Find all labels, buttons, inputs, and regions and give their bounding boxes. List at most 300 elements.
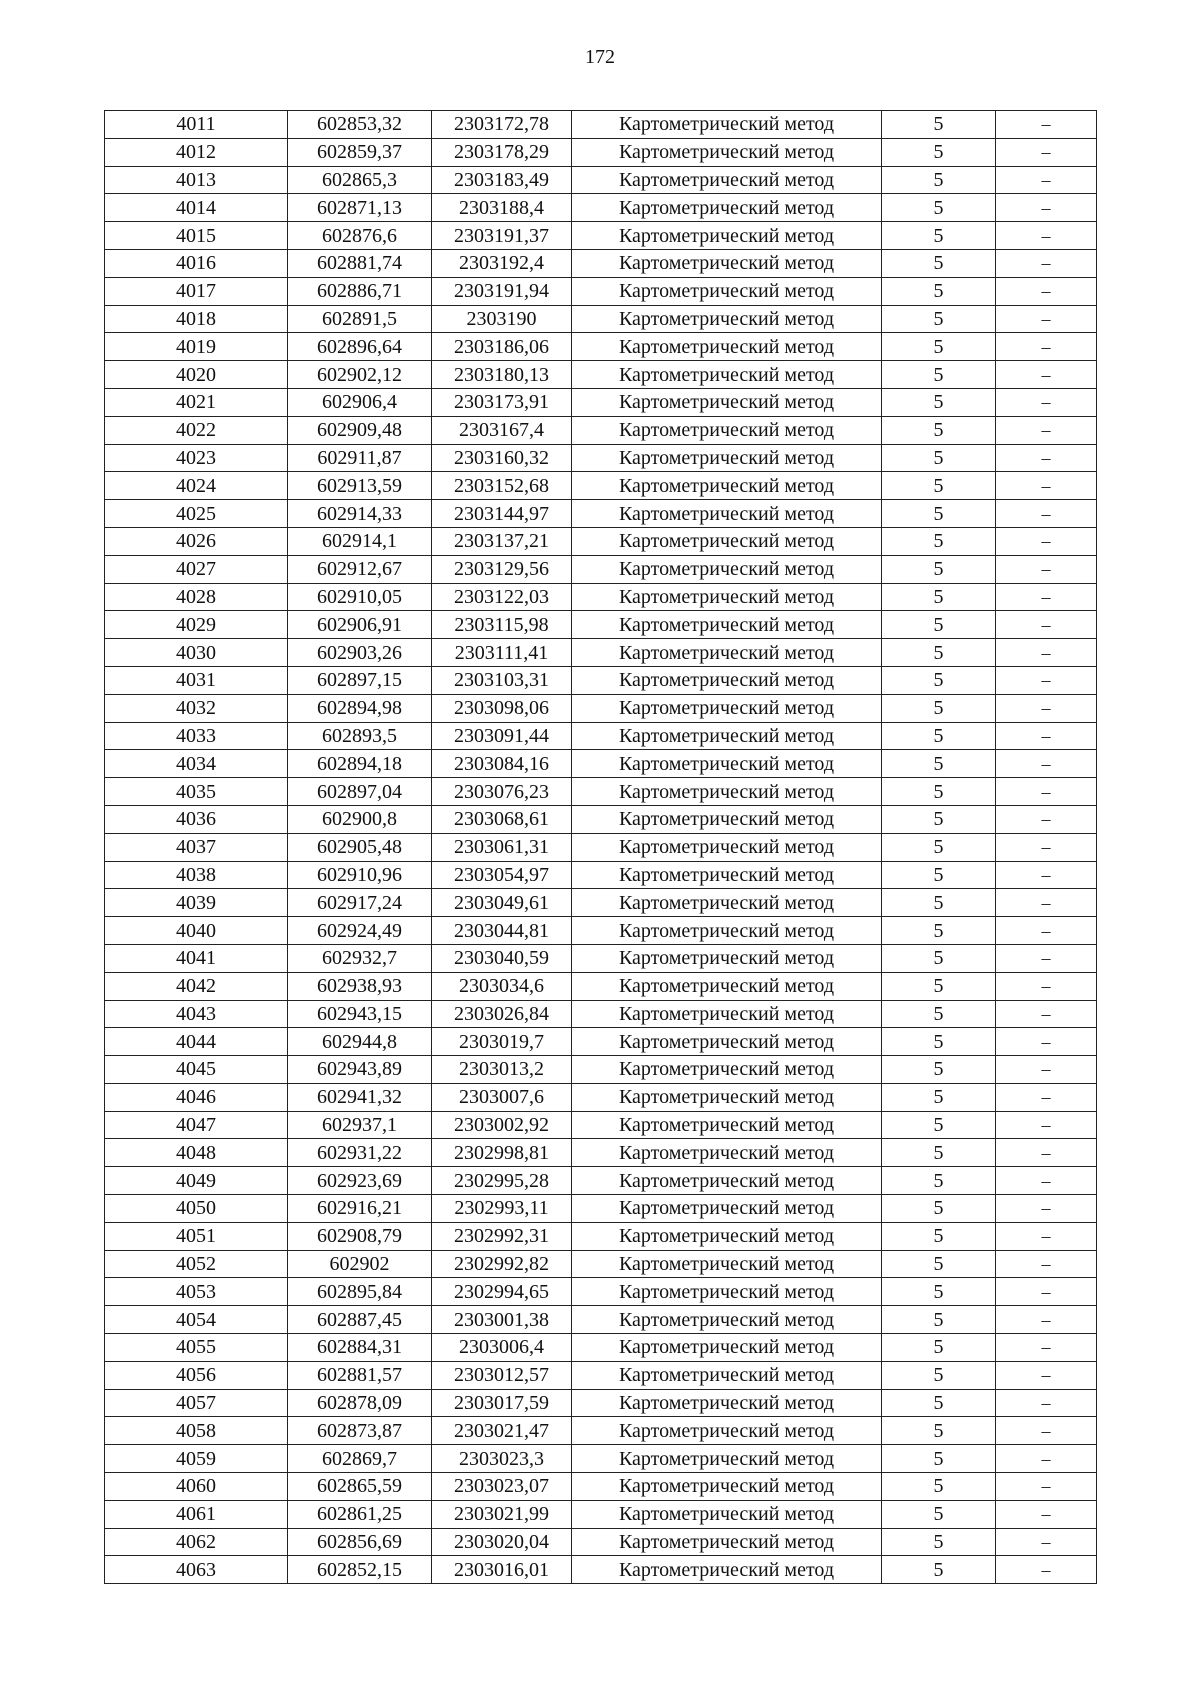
- accuracy-cell: 5: [882, 778, 996, 806]
- table-row: [105, 1028, 1097, 1056]
- description-cell: –: [996, 249, 1097, 277]
- x-coordinate-cell: 602937,1: [288, 1111, 432, 1139]
- x-coordinate-cell: 602916,21: [288, 1195, 432, 1223]
- table-row: [105, 361, 1097, 389]
- table-row: [105, 1473, 1097, 1501]
- x-coordinate-cell: 602914,33: [288, 500, 432, 528]
- table-row: [105, 611, 1097, 639]
- method-cell: Картометрический метод: [572, 1417, 882, 1445]
- point-number-cell: 4031: [105, 666, 288, 694]
- y-coordinate-cell: 2303103,31: [432, 666, 572, 694]
- point-number-cell: 4040: [105, 917, 288, 945]
- accuracy-cell: 5: [882, 527, 996, 555]
- accuracy-cell: 5: [882, 1445, 996, 1473]
- y-coordinate-cell: 2303115,98: [432, 611, 572, 639]
- point-number-cell: 4021: [105, 388, 288, 416]
- description-cell: –: [996, 611, 1097, 639]
- y-coordinate-cell: 2303191,37: [432, 222, 572, 250]
- table-row: [105, 249, 1097, 277]
- method-cell: Картометрический метод: [572, 1195, 882, 1223]
- coordinates-table-body: [105, 111, 1097, 1584]
- description-cell: –: [996, 1473, 1097, 1501]
- y-coordinate-cell: 2303006,4: [432, 1334, 572, 1362]
- table-row: [105, 1306, 1097, 1334]
- y-coordinate-cell: 2302995,28: [432, 1167, 572, 1195]
- table-row: [105, 1417, 1097, 1445]
- x-coordinate-cell: 602913,59: [288, 472, 432, 500]
- accuracy-cell: 5: [882, 444, 996, 472]
- point-number-cell: 4042: [105, 972, 288, 1000]
- x-coordinate-cell: 602943,89: [288, 1056, 432, 1084]
- y-coordinate-cell: 2303178,29: [432, 138, 572, 166]
- description-cell: –: [996, 1500, 1097, 1528]
- table-row: [105, 1445, 1097, 1473]
- point-number-cell: 4044: [105, 1028, 288, 1056]
- method-cell: Картометрический метод: [572, 1056, 882, 1084]
- x-coordinate-cell: 602878,09: [288, 1389, 432, 1417]
- point-number-cell: 4032: [105, 694, 288, 722]
- point-number-cell: 4029: [105, 611, 288, 639]
- accuracy-cell: 5: [882, 1056, 996, 1084]
- x-coordinate-cell: 602897,15: [288, 666, 432, 694]
- accuracy-cell: 5: [882, 1222, 996, 1250]
- point-number-cell: 4017: [105, 277, 288, 305]
- y-coordinate-cell: 2303054,97: [432, 861, 572, 889]
- method-cell: Картометрический метод: [572, 583, 882, 611]
- y-coordinate-cell: 2303023,07: [432, 1473, 572, 1501]
- accuracy-cell: 5: [882, 639, 996, 667]
- x-coordinate-cell: 602941,32: [288, 1083, 432, 1111]
- accuracy-cell: 5: [882, 722, 996, 750]
- description-cell: –: [996, 722, 1097, 750]
- x-coordinate-cell: 602902,12: [288, 361, 432, 389]
- accuracy-cell: 5: [882, 917, 996, 945]
- y-coordinate-cell: 2303191,94: [432, 277, 572, 305]
- point-number-cell: 4055: [105, 1334, 288, 1362]
- accuracy-cell: 5: [882, 1556, 996, 1584]
- point-number-cell: 4050: [105, 1195, 288, 1223]
- y-coordinate-cell: 2303192,4: [432, 249, 572, 277]
- x-coordinate-cell: 602894,18: [288, 750, 432, 778]
- point-number-cell: 4023: [105, 444, 288, 472]
- method-cell: Картометрический метод: [572, 361, 882, 389]
- y-coordinate-cell: 2303091,44: [432, 722, 572, 750]
- table-row: [105, 305, 1097, 333]
- description-cell: –: [996, 583, 1097, 611]
- x-coordinate-cell: 602943,15: [288, 1000, 432, 1028]
- y-coordinate-cell: 2303160,32: [432, 444, 572, 472]
- x-coordinate-cell: 602908,79: [288, 1222, 432, 1250]
- method-cell: Картометрический метод: [572, 1473, 882, 1501]
- description-cell: –: [996, 1222, 1097, 1250]
- x-coordinate-cell: 602873,87: [288, 1417, 432, 1445]
- y-coordinate-cell: 2303186,06: [432, 333, 572, 361]
- y-coordinate-cell: 2303001,38: [432, 1306, 572, 1334]
- y-coordinate-cell: 2303152,68: [432, 472, 572, 500]
- x-coordinate-cell: 602896,64: [288, 333, 432, 361]
- y-coordinate-cell: 2303076,23: [432, 778, 572, 806]
- description-cell: –: [996, 333, 1097, 361]
- y-coordinate-cell: 2303173,91: [432, 388, 572, 416]
- y-coordinate-cell: 2303061,31: [432, 833, 572, 861]
- table-row: [105, 277, 1097, 305]
- table-row: [105, 805, 1097, 833]
- x-coordinate-cell: 602912,67: [288, 555, 432, 583]
- method-cell: Картометрический метод: [572, 778, 882, 806]
- x-coordinate-cell: 602923,69: [288, 1167, 432, 1195]
- table-row: [105, 166, 1097, 194]
- x-coordinate-cell: 602852,15: [288, 1556, 432, 1584]
- accuracy-cell: 5: [882, 1139, 996, 1167]
- point-number-cell: 4020: [105, 361, 288, 389]
- table-row: [105, 1222, 1097, 1250]
- accuracy-cell: 5: [882, 833, 996, 861]
- y-coordinate-cell: 2303188,4: [432, 194, 572, 222]
- x-coordinate-cell: 602902: [288, 1250, 432, 1278]
- description-cell: –: [996, 1361, 1097, 1389]
- table-row: [105, 1111, 1097, 1139]
- y-coordinate-cell: 2303026,84: [432, 1000, 572, 1028]
- accuracy-cell: 5: [882, 1000, 996, 1028]
- method-cell: Картометрический метод: [572, 1028, 882, 1056]
- description-cell: –: [996, 917, 1097, 945]
- y-coordinate-cell: 2303144,97: [432, 500, 572, 528]
- accuracy-cell: 5: [882, 611, 996, 639]
- table-row: [105, 1195, 1097, 1223]
- point-number-cell: 4038: [105, 861, 288, 889]
- y-coordinate-cell: 2302992,31: [432, 1222, 572, 1250]
- y-coordinate-cell: 2302994,65: [432, 1278, 572, 1306]
- accuracy-cell: 5: [882, 1306, 996, 1334]
- table-row: [105, 750, 1097, 778]
- description-cell: –: [996, 1528, 1097, 1556]
- table-row: [105, 333, 1097, 361]
- table-row: [105, 778, 1097, 806]
- method-cell: Картометрический метод: [572, 138, 882, 166]
- x-coordinate-cell: 602891,5: [288, 305, 432, 333]
- table-row: [105, 111, 1097, 139]
- method-cell: Картометрический метод: [572, 750, 882, 778]
- accuracy-cell: 5: [882, 111, 996, 139]
- table-row: [105, 694, 1097, 722]
- y-coordinate-cell: 2303007,6: [432, 1083, 572, 1111]
- accuracy-cell: 5: [882, 222, 996, 250]
- y-coordinate-cell: 2303122,03: [432, 583, 572, 611]
- y-coordinate-cell: 2303040,59: [432, 944, 572, 972]
- method-cell: Картометрический метод: [572, 1111, 882, 1139]
- point-number-cell: 4036: [105, 805, 288, 833]
- point-number-cell: 4045: [105, 1056, 288, 1084]
- method-cell: Картометрический метод: [572, 166, 882, 194]
- description-cell: –: [996, 1250, 1097, 1278]
- description-cell: –: [996, 1334, 1097, 1362]
- description-cell: –: [996, 889, 1097, 917]
- description-cell: –: [996, 194, 1097, 222]
- x-coordinate-cell: 602900,8: [288, 805, 432, 833]
- table-row: [105, 833, 1097, 861]
- method-cell: Картометрический метод: [572, 639, 882, 667]
- accuracy-cell: 5: [882, 1334, 996, 1362]
- method-cell: Картометрический метод: [572, 1500, 882, 1528]
- point-number-cell: 4028: [105, 583, 288, 611]
- x-coordinate-cell: 602895,84: [288, 1278, 432, 1306]
- method-cell: Картометрический метод: [572, 1361, 882, 1389]
- y-coordinate-cell: 2303016,01: [432, 1556, 572, 1584]
- method-cell: Картометрический метод: [572, 1167, 882, 1195]
- table-row: [105, 138, 1097, 166]
- description-cell: –: [996, 778, 1097, 806]
- point-number-cell: 4030: [105, 639, 288, 667]
- point-number-cell: 4056: [105, 1361, 288, 1389]
- table-row: [105, 444, 1097, 472]
- method-cell: Картометрический метод: [572, 472, 882, 500]
- y-coordinate-cell: 2302993,11: [432, 1195, 572, 1223]
- description-cell: –: [996, 1111, 1097, 1139]
- point-number-cell: 4063: [105, 1556, 288, 1584]
- method-cell: Картометрический метод: [572, 805, 882, 833]
- y-coordinate-cell: 2303021,99: [432, 1500, 572, 1528]
- y-coordinate-cell: 2303084,16: [432, 750, 572, 778]
- point-number-cell: 4041: [105, 944, 288, 972]
- description-cell: –: [996, 750, 1097, 778]
- x-coordinate-cell: 602910,96: [288, 861, 432, 889]
- page-number: 172: [585, 46, 615, 68]
- x-coordinate-cell: 602894,98: [288, 694, 432, 722]
- accuracy-cell: 5: [882, 333, 996, 361]
- description-cell: –: [996, 861, 1097, 889]
- accuracy-cell: 5: [882, 1250, 996, 1278]
- table-row: [105, 222, 1097, 250]
- table-row: [105, 972, 1097, 1000]
- method-cell: Картометрический метод: [572, 1083, 882, 1111]
- method-cell: Картометрический метод: [572, 917, 882, 945]
- accuracy-cell: 5: [882, 750, 996, 778]
- point-number-cell: 4012: [105, 138, 288, 166]
- x-coordinate-cell: 602884,31: [288, 1334, 432, 1362]
- x-coordinate-cell: 602856,69: [288, 1528, 432, 1556]
- y-coordinate-cell: 2303017,59: [432, 1389, 572, 1417]
- table-row: [105, 917, 1097, 945]
- description-cell: –: [996, 1278, 1097, 1306]
- x-coordinate-cell: 602932,7: [288, 944, 432, 972]
- point-number-cell: 4048: [105, 1139, 288, 1167]
- accuracy-cell: 5: [882, 694, 996, 722]
- description-cell: –: [996, 1083, 1097, 1111]
- x-coordinate-cell: 602859,37: [288, 138, 432, 166]
- y-coordinate-cell: 2303019,7: [432, 1028, 572, 1056]
- description-cell: –: [996, 111, 1097, 139]
- accuracy-cell: 5: [882, 472, 996, 500]
- description-cell: –: [996, 1000, 1097, 1028]
- point-number-cell: 4059: [105, 1445, 288, 1473]
- method-cell: Картометрический метод: [572, 1528, 882, 1556]
- method-cell: Картометрический метод: [572, 416, 882, 444]
- method-cell: Картометрический метод: [572, 527, 882, 555]
- point-number-cell: 4043: [105, 1000, 288, 1028]
- table-row: [105, 1334, 1097, 1362]
- point-number-cell: 4014: [105, 194, 288, 222]
- description-cell: –: [996, 388, 1097, 416]
- method-cell: Картометрический метод: [572, 1250, 882, 1278]
- accuracy-cell: 5: [882, 889, 996, 917]
- x-coordinate-cell: 602906,91: [288, 611, 432, 639]
- point-number-cell: 4027: [105, 555, 288, 583]
- description-cell: –: [996, 555, 1097, 583]
- accuracy-cell: 5: [882, 583, 996, 611]
- accuracy-cell: 5: [882, 1278, 996, 1306]
- accuracy-cell: 5: [882, 277, 996, 305]
- table-row: [105, 1083, 1097, 1111]
- accuracy-cell: 5: [882, 1167, 996, 1195]
- y-coordinate-cell: 2303183,49: [432, 166, 572, 194]
- table-row: [105, 639, 1097, 667]
- method-cell: Картометрический метод: [572, 444, 882, 472]
- accuracy-cell: 5: [882, 416, 996, 444]
- table-row: [105, 527, 1097, 555]
- table-row: [105, 500, 1097, 528]
- method-cell: Картометрический метод: [572, 944, 882, 972]
- x-coordinate-cell: 602914,1: [288, 527, 432, 555]
- table-row: [105, 416, 1097, 444]
- method-cell: Картометрический метод: [572, 666, 882, 694]
- x-coordinate-cell: 602903,26: [288, 639, 432, 667]
- description-cell: –: [996, 694, 1097, 722]
- x-coordinate-cell: 602886,71: [288, 277, 432, 305]
- x-coordinate-cell: 602917,24: [288, 889, 432, 917]
- table-row: [105, 555, 1097, 583]
- method-cell: Картометрический метод: [572, 500, 882, 528]
- description-cell: –: [996, 944, 1097, 972]
- y-coordinate-cell: 2303098,06: [432, 694, 572, 722]
- method-cell: Картометрический метод: [572, 555, 882, 583]
- description-cell: –: [996, 1556, 1097, 1584]
- point-number-cell: 4022: [105, 416, 288, 444]
- point-number-cell: 4019: [105, 333, 288, 361]
- description-cell: –: [996, 222, 1097, 250]
- x-coordinate-cell: 602910,05: [288, 583, 432, 611]
- description-cell: –: [996, 444, 1097, 472]
- point-number-cell: 4015: [105, 222, 288, 250]
- method-cell: Картометрический метод: [572, 305, 882, 333]
- point-number-cell: 4013: [105, 166, 288, 194]
- method-cell: Картометрический метод: [572, 111, 882, 139]
- y-coordinate-cell: 2303180,13: [432, 361, 572, 389]
- table-row: [105, 583, 1097, 611]
- description-cell: –: [996, 1056, 1097, 1084]
- description-cell: –: [996, 1167, 1097, 1195]
- accuracy-cell: 5: [882, 1361, 996, 1389]
- point-number-cell: 4035: [105, 778, 288, 806]
- table-row: [105, 194, 1097, 222]
- table-row: [105, 1528, 1097, 1556]
- method-cell: Картометрический метод: [572, 1334, 882, 1362]
- point-number-cell: 4061: [105, 1500, 288, 1528]
- description-cell: –: [996, 472, 1097, 500]
- description-cell: –: [996, 138, 1097, 166]
- y-coordinate-cell: 2303172,78: [432, 111, 572, 139]
- x-coordinate-cell: 602909,48: [288, 416, 432, 444]
- description-cell: –: [996, 972, 1097, 1000]
- method-cell: Картометрический метод: [572, 1139, 882, 1167]
- description-cell: –: [996, 1195, 1097, 1223]
- accuracy-cell: 5: [882, 1528, 996, 1556]
- method-cell: Картометрический метод: [572, 861, 882, 889]
- x-coordinate-cell: 602887,45: [288, 1306, 432, 1334]
- method-cell: Картометрический метод: [572, 222, 882, 250]
- method-cell: Картометрический метод: [572, 333, 882, 361]
- table-row: [105, 861, 1097, 889]
- x-coordinate-cell: 602881,74: [288, 249, 432, 277]
- table-row: [105, 1000, 1097, 1028]
- description-cell: –: [996, 277, 1097, 305]
- description-cell: –: [996, 1139, 1097, 1167]
- description-cell: –: [996, 527, 1097, 555]
- table-row: [105, 666, 1097, 694]
- y-coordinate-cell: 2303129,56: [432, 555, 572, 583]
- x-coordinate-cell: 602876,6: [288, 222, 432, 250]
- method-cell: Картометрический метод: [572, 1389, 882, 1417]
- description-cell: –: [996, 1028, 1097, 1056]
- accuracy-cell: 5: [882, 249, 996, 277]
- x-coordinate-cell: 602931,22: [288, 1139, 432, 1167]
- point-number-cell: 4018: [105, 305, 288, 333]
- table-row: [105, 472, 1097, 500]
- point-number-cell: 4034: [105, 750, 288, 778]
- method-cell: Картометрический метод: [572, 694, 882, 722]
- table-row: [105, 1139, 1097, 1167]
- x-coordinate-cell: 602861,25: [288, 1500, 432, 1528]
- description-cell: –: [996, 416, 1097, 444]
- y-coordinate-cell: 2302992,82: [432, 1250, 572, 1278]
- description-cell: –: [996, 1445, 1097, 1473]
- description-cell: –: [996, 1389, 1097, 1417]
- accuracy-cell: 5: [882, 1195, 996, 1223]
- method-cell: Картометрический метод: [572, 1556, 882, 1584]
- accuracy-cell: 5: [882, 194, 996, 222]
- method-cell: Картометрический метод: [572, 1306, 882, 1334]
- point-number-cell: 4025: [105, 500, 288, 528]
- x-coordinate-cell: 602906,4: [288, 388, 432, 416]
- x-coordinate-cell: 602911,87: [288, 444, 432, 472]
- y-coordinate-cell: 2303190: [432, 305, 572, 333]
- accuracy-cell: 5: [882, 1083, 996, 1111]
- accuracy-cell: 5: [882, 805, 996, 833]
- method-cell: Картометрический метод: [572, 722, 882, 750]
- accuracy-cell: 5: [882, 1028, 996, 1056]
- point-number-cell: 4039: [105, 889, 288, 917]
- method-cell: Картометрический метод: [572, 1278, 882, 1306]
- x-coordinate-cell: 602881,57: [288, 1361, 432, 1389]
- accuracy-cell: 5: [882, 972, 996, 1000]
- accuracy-cell: 5: [882, 555, 996, 583]
- description-cell: –: [996, 833, 1097, 861]
- description-cell: –: [996, 805, 1097, 833]
- table-row: [105, 1056, 1097, 1084]
- x-coordinate-cell: 602869,7: [288, 1445, 432, 1473]
- accuracy-cell: 5: [882, 1417, 996, 1445]
- point-number-cell: 4052: [105, 1250, 288, 1278]
- y-coordinate-cell: 2303068,61: [432, 805, 572, 833]
- accuracy-cell: 5: [882, 1389, 996, 1417]
- table-row: [105, 889, 1097, 917]
- x-coordinate-cell: 602938,93: [288, 972, 432, 1000]
- description-cell: –: [996, 361, 1097, 389]
- description-cell: –: [996, 305, 1097, 333]
- x-coordinate-cell: 602905,48: [288, 833, 432, 861]
- table-row: [105, 1361, 1097, 1389]
- method-cell: Картометрический метод: [572, 277, 882, 305]
- method-cell: Картометрический метод: [572, 249, 882, 277]
